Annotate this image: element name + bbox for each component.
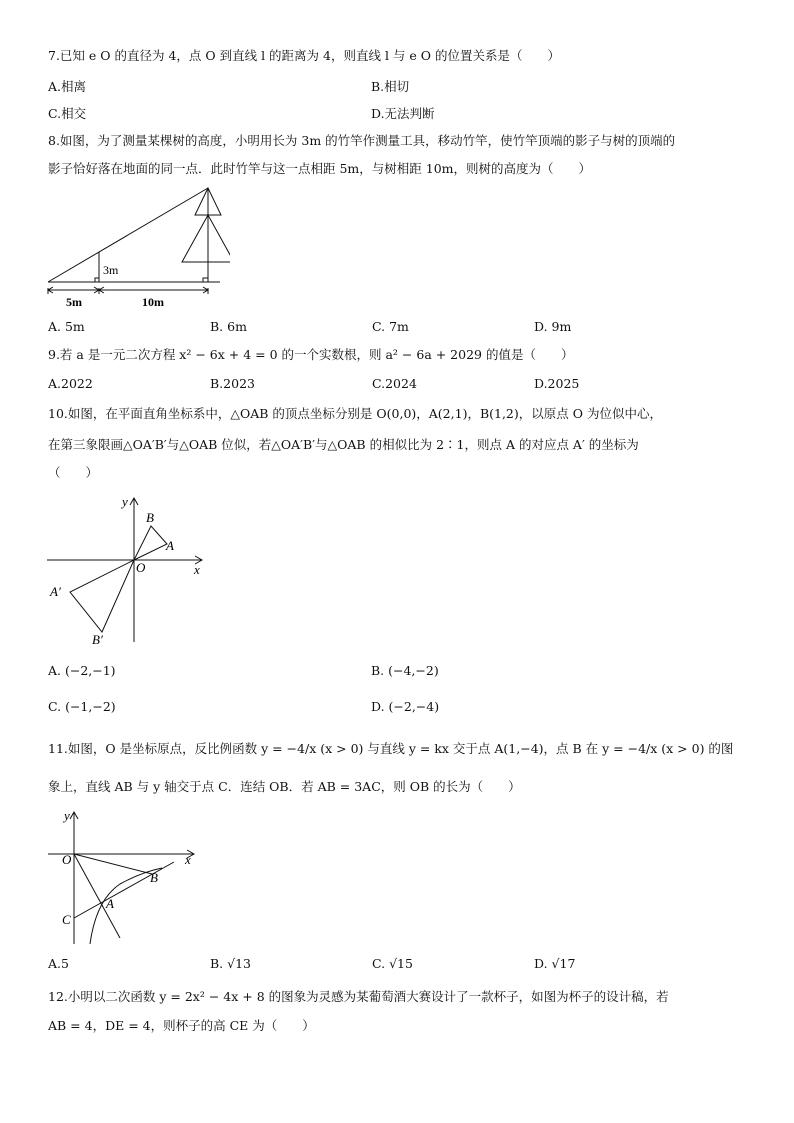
pole-right-angle — [95, 278, 99, 282]
q10-option-d: D. (−2,−4) — [371, 699, 440, 714]
q10-coordinate-figure — [42, 492, 212, 648]
label-3m: 3m — [103, 263, 119, 277]
label-a: A — [106, 896, 114, 911]
q8-option-d: D. 9m — [534, 319, 572, 334]
q11-stem-line2: 象上，直线 AB 与 y 轴交于点 C．连结 OB．若 AB = 3AC，则 OB 的长为（ ） — [48, 779, 521, 794]
label-5m: 5m — [66, 295, 82, 309]
label-x: x — [185, 852, 191, 867]
q7-option-b: B.相切 — [371, 79, 410, 94]
label-x: x — [194, 562, 200, 577]
q7-option-d: D.无法判断 — [371, 106, 435, 121]
q9-option-a: A.2022 — [48, 376, 93, 391]
q8-option-a: A. 5m — [48, 319, 85, 334]
label-y: y — [64, 808, 70, 823]
label-b: B — [146, 510, 154, 525]
label-a: A — [166, 538, 174, 553]
q10-stem-line2: 在第三象限画△OA′B′与△OAB 位似，若△OA′B′与△OAB 的相似比为 2∶1，则点 A 的对应点 A′ 的坐标为 — [48, 437, 639, 452]
q11-stem-line1: 11.如图，O 是坐标原点，反比例函数 y = −4/x (x > 0) 与直线 y = kx 交于点 A(1,−4)，点 B 在 y = −4/x (x > 0) 的图 — [48, 741, 734, 756]
sun-ray-line — [48, 188, 208, 282]
q12-stem-line1: 12.小明以二次函数 y = 2x² − 4x + 8 的图象为灵感为某葡萄酒大赛设计了一款杯子，如图为杯子的设计稿，若 — [48, 989, 669, 1004]
line-ab — [74, 862, 174, 918]
q10-option-a: A. (−2,−1) — [48, 663, 116, 678]
q10-option-c: C. (−1,−2) — [48, 699, 116, 714]
q10-stem-line1: 10.如图，在平面直角坐标系中，△OAB 的顶点坐标分别是 O(0,0)，A(2,1)，B(1,2)，以原点 O 为位似中心， — [48, 406, 662, 421]
tree-right-angle — [203, 278, 208, 282]
q8-option-c: C. 7m — [372, 319, 409, 334]
label-10m: 10m — [142, 295, 164, 309]
segment-ob — [74, 854, 152, 874]
q11-option-c: C. √15 — [372, 956, 413, 971]
q7-stem: 7.已知 e O 的直径为 4，点 O 到直线 l 的距离为 4，则直线 l 与 e O 的位置关系是（ ） — [48, 48, 560, 63]
q11-inverse-function-figure — [42, 804, 202, 948]
label-c: C — [62, 912, 71, 927]
q7-option-c: C.相交 — [48, 106, 87, 121]
tree-bottom-triangle — [182, 215, 230, 262]
q11-option-d: D. √17 — [534, 956, 576, 971]
q12-stem-line2: AB = 4，DE = 4，则杯子的高 CE 为（ ） — [48, 1018, 315, 1033]
label-b: B — [150, 870, 158, 885]
q8-option-b: B. 6m — [210, 319, 247, 334]
q11-option-a: A.5 — [48, 956, 69, 971]
label-o: O — [136, 560, 146, 575]
triangle-oa2b2 — [70, 560, 134, 632]
triangle-oab — [134, 526, 167, 560]
label-b-prime: B′ — [92, 632, 103, 647]
q8-stem-line1: 8.如图，为了测量某棵树的高度，小明用长为 3m 的竹竿作测量工具，移动竹竿，使竹竿顶端的影子与树的顶端的 — [48, 133, 676, 148]
q8-tree-figure — [40, 182, 230, 312]
q9-option-c: C.2024 — [372, 376, 417, 391]
q7-option-a: A.相离 — [48, 79, 87, 94]
q10-option-b: B. (−4,−2) — [371, 663, 439, 678]
q9-option-d: D.2025 — [534, 376, 580, 391]
q10-stem-line3: （ ） — [48, 465, 99, 480]
q9-option-b: B.2023 — [210, 376, 255, 391]
label-o: O — [62, 852, 72, 867]
label-a-prime: A′ — [50, 584, 61, 599]
q11-option-b: B. √13 — [210, 956, 252, 971]
q8-stem-line2: 影子恰好落在地面的同一点．此时竹竿与这一点相距 5m，与树相距 10m，则树的高度为（ ） — [48, 161, 592, 176]
q9-stem: 9.若 a 是一元二次方程 x² − 6x + 4 = 0 的一个实数根，则 a² − 6a + 2029 的值是（ ） — [48, 347, 574, 362]
label-y: y — [122, 494, 128, 509]
